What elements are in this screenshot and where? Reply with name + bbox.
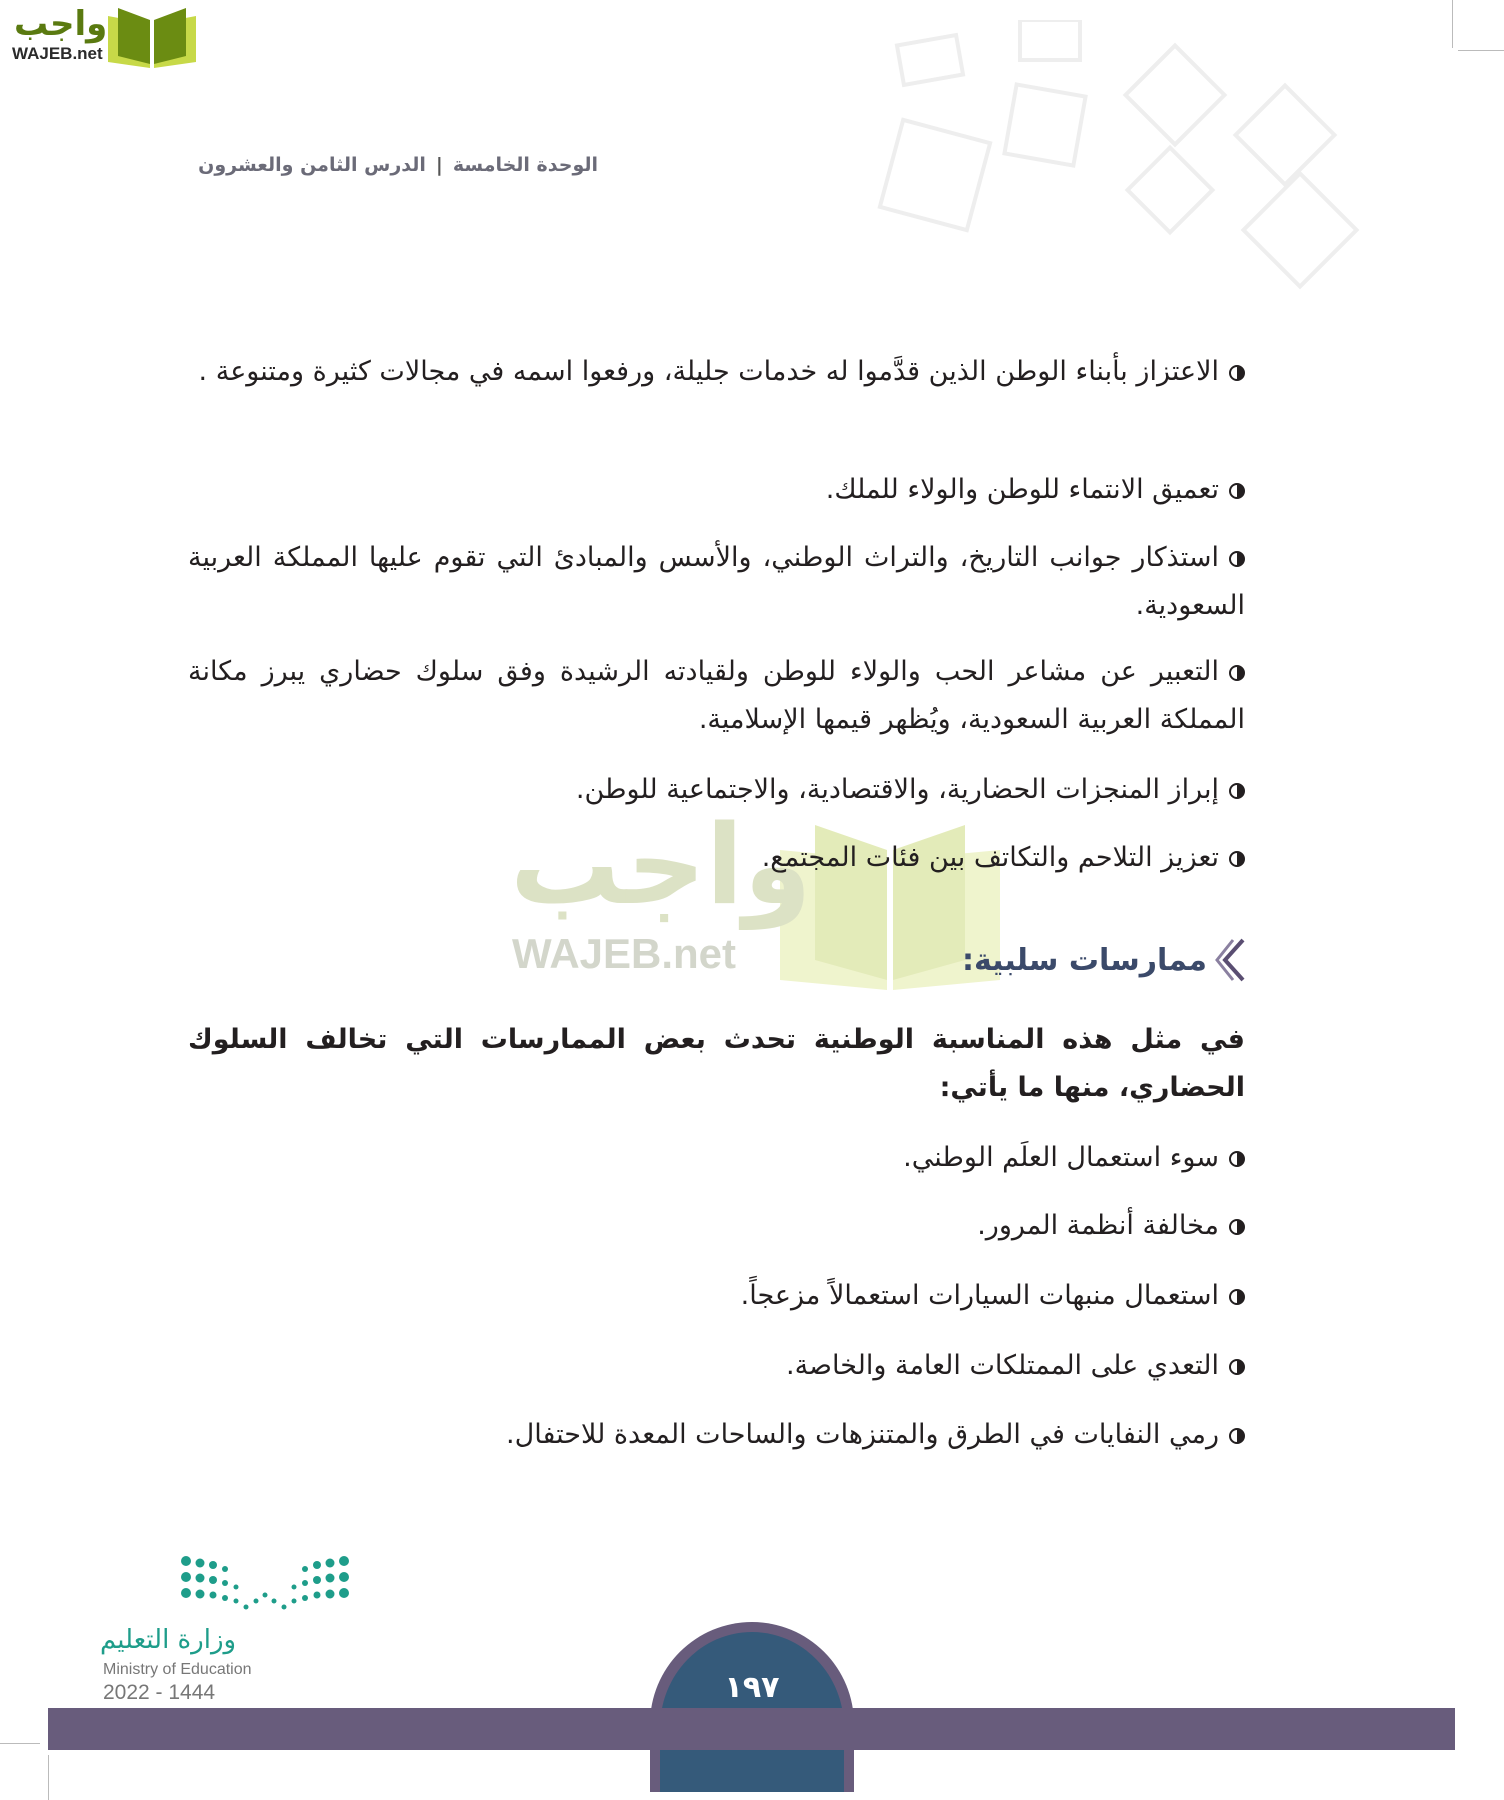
watermark-english: WAJEB.net xyxy=(512,930,737,977)
watermark-arabic: واجب xyxy=(510,801,812,929)
header-separator: | xyxy=(435,154,443,176)
bullet-icon xyxy=(1229,1289,1245,1305)
edition-year: 2022 - 1444 xyxy=(103,1681,216,1704)
wajeb-logo-arabic: واجب xyxy=(14,4,108,44)
list-item xyxy=(188,348,1245,396)
ministry-dots-icon xyxy=(180,1555,350,1615)
bullet-icon xyxy=(1229,483,1245,499)
bullet-icon xyxy=(1229,1219,1245,1235)
list-item-text: إبراز المنجزات الحضارية، والاقتصادية، والاجتماعية للوطن. xyxy=(575,774,1219,805)
section-intro: في مثل هذه المناسبة الوطنية تحدث بعض الممارسات التي تخالف السلوك الحضاري، منها ما يأتي: xyxy=(188,1024,1245,1103)
page-number: ١٩٧ xyxy=(724,1670,780,1705)
footer-bar xyxy=(48,1708,1455,1750)
background-pattern xyxy=(860,20,1420,300)
bullet-icon xyxy=(1229,665,1245,681)
page-header xyxy=(198,154,598,176)
list-item xyxy=(188,1272,1245,1320)
wajeb-logo-english: WAJEB.net xyxy=(12,44,103,63)
list-item-text: تعميق الانتماء للوطن والولاء للملك. xyxy=(825,474,1219,505)
bullet-icon xyxy=(1229,1151,1245,1167)
list-item-text: تعزيز التلاحم والتكاتف بين فئات المجتمع. xyxy=(761,842,1219,873)
list-item-text: التعبير عن مشاعر الحب والولاء للوطن ولقيادته الرشيدة وفق سلوك حضاري يبرز مكانة المملكة العربية السعودية، ويُظهر قيمها الإسلامية. xyxy=(188,656,1245,735)
bullet-icon xyxy=(1229,1428,1245,1444)
list-item-text: التعدي على الممتلكات العامة والخاصة. xyxy=(785,1350,1219,1381)
list-item xyxy=(188,648,1245,744)
list-item xyxy=(188,1134,1245,1182)
list-item xyxy=(188,766,1245,814)
section-title: ممارسات سلبية: xyxy=(961,942,1207,978)
book-icon xyxy=(106,6,198,68)
list-item xyxy=(188,534,1245,630)
crop-mark xyxy=(0,1743,40,1744)
wajeb-logo xyxy=(10,4,190,70)
bullet-icon xyxy=(1229,851,1245,867)
crop-mark xyxy=(48,1755,49,1800)
lesson-title: الدرس الثامن والعشرون xyxy=(198,154,426,176)
section-heading xyxy=(962,938,1245,982)
list-item-text: سوء استعمال العلَم الوطني. xyxy=(903,1142,1219,1173)
list-item xyxy=(188,1411,1245,1459)
unit-title: الوحدة الخامسة xyxy=(452,154,598,176)
double-chevron-icon xyxy=(1215,938,1245,982)
list-item xyxy=(188,466,1245,514)
bullet-icon xyxy=(1229,365,1245,381)
list-item-text: استذكار جوانب التاريخ، والتراث الوطني، والأسس والمبادئ التي تقوم عليها المملكة العربية السعودية. xyxy=(188,542,1245,621)
bullet-icon xyxy=(1229,551,1245,567)
ministry-name-arabic: وزارة التعليم xyxy=(100,1625,237,1655)
list-item xyxy=(188,1202,1245,1250)
list-item-text: استعمال منبهات السيارات استعمالاً مزعجاً. xyxy=(740,1280,1219,1311)
list-item-text: الاعتزاز بأبناء الوطن الذين قدَّموا له خدمات جليلة، ورفعوا اسمه في مجالات كثيرة ومتنوعة . xyxy=(198,356,1219,387)
page-number-badge xyxy=(650,1622,854,1792)
list-item-text: رمي النفايات في الطرق والمتنزهات والساحات المعدة للاحتفال. xyxy=(506,1419,1219,1450)
list-item xyxy=(188,1342,1245,1390)
ministry-name-english: Ministry of Education xyxy=(103,1661,252,1678)
crop-mark xyxy=(1458,50,1504,51)
list-item xyxy=(188,834,1245,882)
list-item-text: مخالفة أنظمة المرور. xyxy=(977,1210,1219,1241)
bullet-icon xyxy=(1229,1359,1245,1375)
crop-mark xyxy=(1452,0,1453,48)
bullet-icon xyxy=(1229,783,1245,799)
